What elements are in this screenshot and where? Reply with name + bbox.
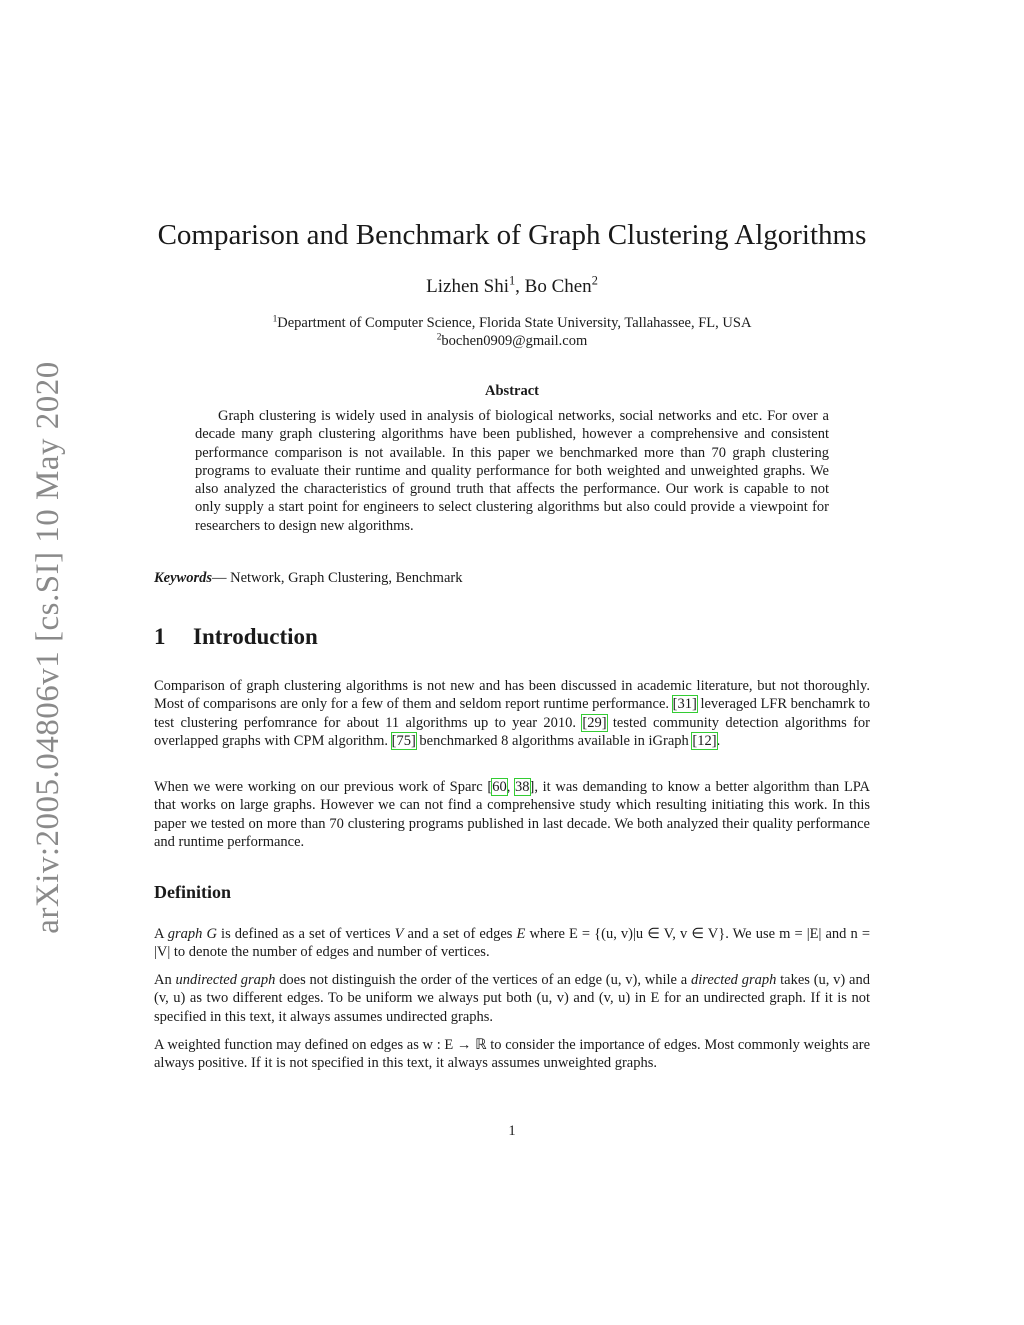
citation-link[interactable]: 38: [515, 779, 530, 795]
emphasis-term: directed graph: [690, 972, 777, 988]
citation-link[interactable]: [29]: [582, 714, 607, 731]
definition-paragraph-3: A weighted function may defined on edges as w : E → ℝ to consider the importance of edges. Most commonly weights are always positive. If it is not specified in this text, it always assumes unweighted graphs.: [154, 1037, 870, 1072]
author-affiliation-mark: 1: [508, 273, 516, 288]
paragraph-text: Comparison of graph clustering algorithms is not new and has been discussed in academic literature, but not thoroughly. Most of comparisons are only for a few of them and seldom report runtime performance.: [154, 678, 870, 713]
paragraph-text: leveraged LFR benchamrk to test clustering perfomrance for about 11 algorithms up to year 2010.: [154, 696, 870, 731]
arxiv-identifier: [24, 357, 72, 937]
abstract-heading: Abstract: [485, 383, 539, 399]
section-title: Introduction: [193, 624, 318, 649]
emphasis-term: graph G: [167, 926, 217, 942]
arxiv-identifier-text: arXiv:2005.04806v1 [cs.SI] 10 May 2020: [29, 360, 66, 934]
author-name: Lizhen Shi: [426, 276, 509, 297]
keywords: [154, 570, 462, 587]
subsection-heading-definition: Definition: [154, 882, 232, 902]
citation-link[interactable]: 60: [492, 779, 507, 795]
page-number: 1: [508, 1123, 516, 1139]
affiliation: [0, 315, 1024, 332]
math-symbol: V: [394, 926, 404, 942]
paragraph-text: When we were working on our previous work of Sparc [: [154, 779, 493, 795]
affiliation-mark: 1: [272, 314, 278, 325]
definition-paragraph-1: [154, 925, 870, 962]
paragraph-text: benchmarked 8 algorithms available in iGraph: [415, 732, 693, 749]
citation-link[interactable]: [12]: [692, 732, 717, 749]
section-heading-introduction: [154, 624, 318, 650]
author-affiliation-mark: 2: [591, 273, 598, 288]
paragraph-text: An: [154, 972, 176, 988]
author-separator: ,: [515, 276, 525, 297]
keywords-text: Network, Graph Clustering, Benchmark: [230, 570, 463, 586]
affiliation-mark: 2: [436, 332, 442, 343]
intro-paragraph-1: [154, 677, 870, 750]
paragraph-text: and a set of edges: [403, 926, 517, 942]
author-email: bochen0909@gmail.com: [441, 333, 588, 349]
abstract-text: Graph clustering is widely used in analysis of biological networks, social networks and etc. For over a decade many graph clustering algorithms have been published, however a comprehensive and consistent performance comparison is not available. In this paper we benchmarked more than 70 graph clustering programs to evaluate their runtime and quality performance for both weighted and unweighted graphs. We also analyzed the characteristics of ground truth that affects the performance. Our work is capable to not only supply a start point for engineers to select clustering algorithms but also could provide a viewpoint for researchers to design new algorithms.: [195, 408, 829, 534]
paragraph-text: where E = {(u, v)|u ∈ V, v ∈ V}. We use m = |E| and n = |V| to denote the number of edges and number of vertices.: [154, 926, 871, 961]
paragraph-text: takes (u, v) and (v, u) as two different edges. To be uniform we always put both (u, v) and (v, u) in E for an undirected graph. If it is not specified in this text, it always assumes undirected graphs.: [154, 972, 870, 1025]
paragraph-text: A: [154, 926, 168, 942]
paragraph-text: ,: [506, 779, 515, 795]
paragraph-text: tested community detection algorithms for overlapped graphs with CPM algorithm.: [154, 714, 871, 749]
keywords-label: Keywords: [154, 570, 212, 586]
paragraph-text: does not distinguish the order of the vertices of an edge (u, v), while a: [275, 972, 691, 988]
emphasis-term: undirected graph: [175, 972, 276, 988]
keywords-dash: —: [212, 570, 231, 586]
math-symbol: E: [516, 926, 526, 942]
section-number: 1: [154, 624, 166, 649]
citation-link[interactable]: [31]: [672, 696, 697, 713]
affiliation: [0, 333, 1024, 350]
paper-title: Comparison and Benchmark of Graph Clustering Algorithms: [157, 219, 867, 251]
citation-link[interactable]: [75]: [391, 732, 416, 749]
affiliation-text: Department of Computer Science, Florida State University, Tallahassee, FL, USA: [277, 315, 752, 331]
paragraph-text: ], it was demanding to know a better algorithm than LPA that works on large graphs. However we can not find a comprehensive study which resulting initiating this work. In this paper we tested on more than 70 clustering programs published in last decade. We both analyzed their quality performance and runtime performance.: [154, 779, 871, 850]
author-name: Bo Chen: [524, 276, 592, 297]
author-list: [0, 273, 1024, 298]
paragraph-text: .: [716, 732, 721, 749]
paragraph-text: is defined as a set of vertices: [216, 926, 395, 942]
intro-paragraph-2: [154, 778, 870, 851]
definition-paragraph-2: [154, 971, 870, 1026]
